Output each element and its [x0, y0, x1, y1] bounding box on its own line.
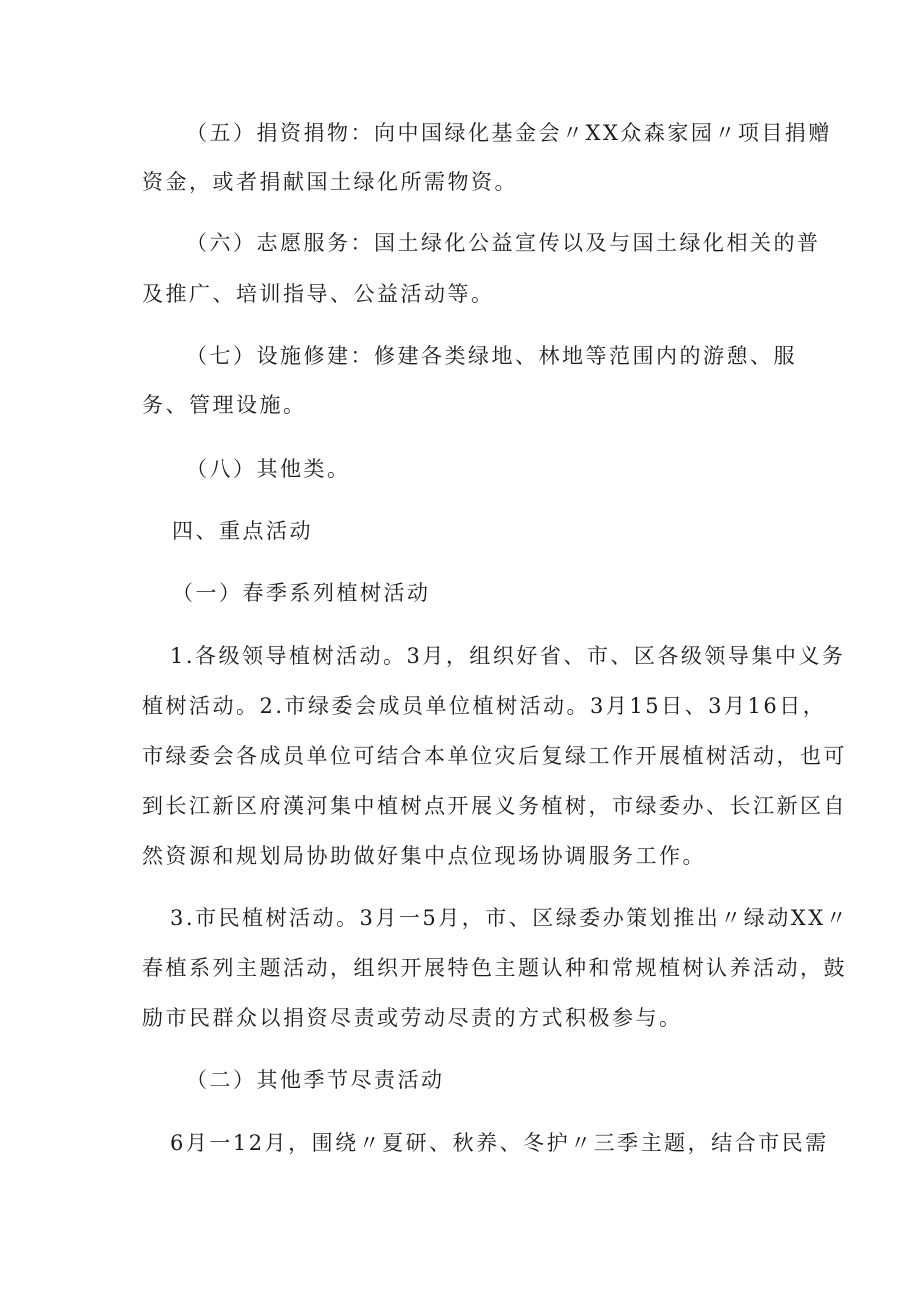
- paragraph-line: （六）志愿服务：国土绿化公益宣传以及与国土绿化相关的普: [186, 231, 821, 255]
- paragraph-line: （五）捐资捐物：向中国绿化基金会〃XX众森家园〃项目捐赠: [186, 121, 832, 145]
- paragraph-line: 到长江新区府漢河集中植树点开展义务植树，市绿委办、长江新区自: [142, 794, 847, 818]
- paragraph-line: 然资源和规划局协助做好集中点位现场协调服务工作。: [142, 844, 706, 868]
- paragraph-line: 及推广、培训指导、公益活动等。: [142, 282, 495, 306]
- subsection-heading: （二）其他季节尽责活动: [186, 1068, 445, 1092]
- paragraph-line: 资金，或者捐献国土绿化所需物资。: [142, 170, 518, 194]
- paragraph-line: 1.各级领导植树活动。3月，组织好省、市、区各级领导集中义务: [170, 644, 846, 668]
- paragraph-line: （七）设施修建：修建各类绿地、林地等范围内的游憩、服: [186, 344, 797, 368]
- paragraph-line: 务、管理设施。: [142, 393, 307, 417]
- paragraph-line: 植树活动。2.市绿委会成员单位植树活动。3月15日、3月16日，: [142, 694, 827, 718]
- paragraph-line: 3.市民植树活动。3月一5月，市、区绿委办策划推出〃绿动XX〃: [170, 906, 850, 930]
- paragraph-line: （八）其他类。: [186, 457, 351, 481]
- paragraph-line: 市绿委会各成员单位可结合本单位灾后复绿工作开展植树活动，也可: [142, 744, 847, 768]
- subsection-heading: （一）春季系列植树活动: [172, 581, 431, 605]
- paragraph-line: 春植系列主题活动，组织开展特色主题认种和常规植树认养活动，鼓: [142, 956, 847, 980]
- section-heading: 四、重点活动: [172, 519, 313, 543]
- paragraph-line: 励市民群众以捐资尽责或劳动尽责的方式积极参与。: [142, 1006, 683, 1030]
- paragraph-line: 6月一12月，围绕〃夏研、秋养、冬护〃三季主题，结合市民需: [170, 1131, 829, 1155]
